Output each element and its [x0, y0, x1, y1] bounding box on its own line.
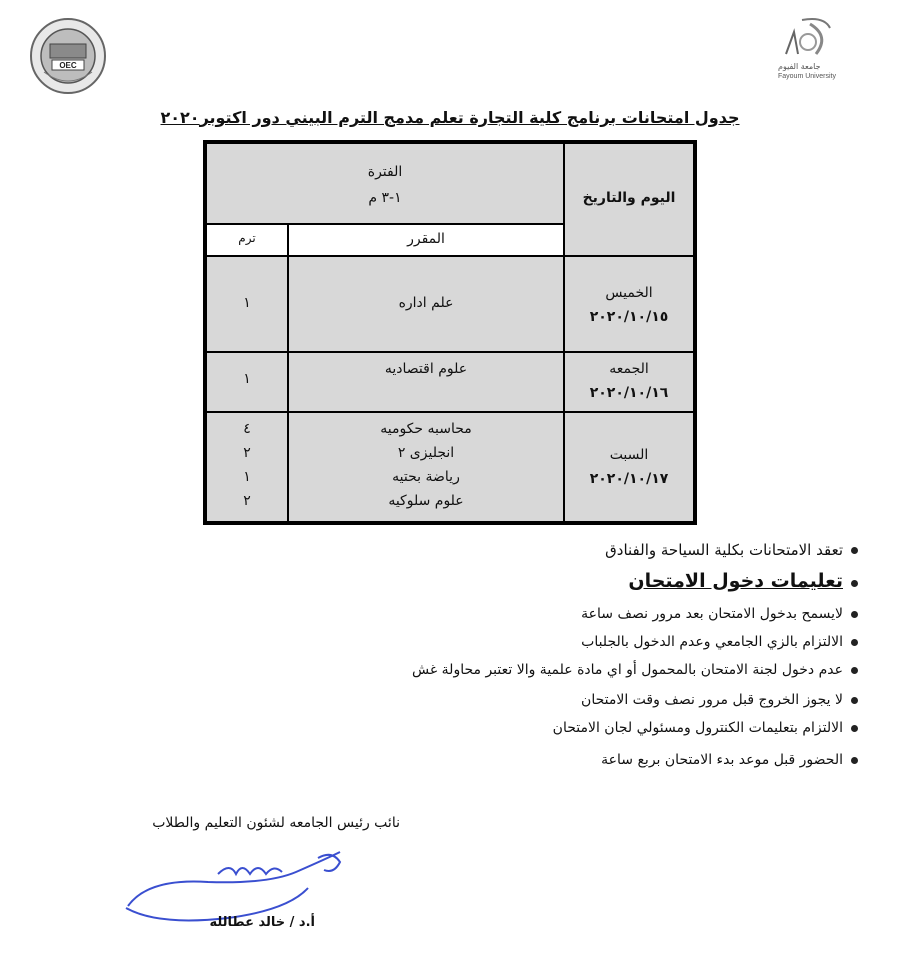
fayoum-university-logo: [768, 14, 858, 88]
row3-date: ٢٠٢٠/١٠/١٧: [589, 471, 669, 487]
row2-course: علوم اقتصاديه: [384, 361, 468, 377]
row2-term-cell: [206, 352, 288, 412]
exam-schedule-table: [203, 140, 697, 525]
header-term-cell: [206, 224, 288, 256]
row2-course-cell: [288, 352, 564, 412]
row1-day: الخميس: [605, 285, 653, 301]
svg-text:OEC: OEC: [59, 61, 77, 70]
instruction-text: الالتزام بالزي الجامعي وعدم الدخول بالجلباب: [581, 634, 843, 650]
bullet-icon: [851, 725, 858, 732]
header-period: الفترة: [367, 164, 403, 180]
instruction-item: [581, 634, 858, 650]
row1-course-cell: [288, 256, 564, 352]
bullet-icon: [851, 697, 858, 704]
instructions-heading-line: [628, 570, 858, 592]
bullet-icon: [851, 580, 858, 587]
bullet-icon: [851, 639, 858, 646]
row3-course-4: علوم سلوكيه: [388, 493, 464, 509]
bullet-icon: [851, 547, 858, 554]
bullet-icon: [851, 757, 858, 764]
signer-name: أ.د / خالد عطالله: [209, 915, 315, 930]
row1-date: ٢٠٢٠/١٠/١٥: [589, 309, 669, 325]
row3-day: السبت: [609, 447, 649, 463]
instruction-text: الالتزام بتعليمات الكنترول ومسئولي لجان الامتحان: [552, 720, 843, 736]
instruction-text: الحضور قبل موعد بدء الامتحان بربع ساعة: [601, 752, 843, 768]
row3-term-cell: [206, 412, 288, 522]
header-day-date-cell: [564, 143, 694, 256]
header-period-cell: [206, 143, 564, 224]
row1-course: علم اداره: [398, 295, 454, 311]
row2-date: ٢٠٢٠/١٠/١٦: [589, 385, 669, 401]
row2-day-cell: [564, 352, 694, 412]
signatory-title: نائب رئيس الجامعه لشئون التعليم والطلاب: [152, 815, 400, 831]
venue-note-text: تعقد الامتحانات بكلية السياحة والفنادق: [605, 541, 843, 559]
row3-course-1: محاسبه حكوميه: [380, 421, 472, 437]
instruction-text: لا يجوز الخروج قبل مرور نصف وقت الامتحان: [581, 692, 843, 708]
row3-course-3: رياضة بحتيه: [392, 469, 460, 485]
instruction-item: [581, 692, 858, 708]
header-course-cell: [288, 224, 564, 256]
instruction-text: عدم دخول لجنة الامتحان بالمحمول أو اي مادة علمية والا تعتبر محاولة غش: [412, 662, 843, 678]
row1-day-cell: [564, 256, 694, 352]
header-term: ترم: [238, 231, 256, 245]
instruction-item: [412, 662, 858, 678]
university-arabic-name: جامعة الفيوم: [778, 62, 821, 71]
header-time: ١-٣ م: [368, 190, 402, 206]
header-course: المقرر: [407, 231, 445, 247]
header-day-date: اليوم والتاريخ: [582, 190, 676, 206]
instruction-item: [581, 606, 858, 622]
row3-day-cell: [564, 412, 694, 522]
instruction-text: لايسمح بدخول الامتحان بعد مرور نصف ساعة: [581, 606, 843, 622]
row1-term-cell: [206, 256, 288, 352]
instruction-item: [601, 752, 858, 768]
open-education-center-logo: [28, 16, 108, 96]
row2-day: الجمعه: [609, 361, 649, 377]
row3-term-4: ٢: [243, 493, 251, 509]
row3-course-cell: [288, 412, 564, 522]
document-title: جدول امتحانات برنامج كلية التجارة تعلم مدمج الترم البيني دور اكتوبر٢٠٢٠: [160, 108, 740, 127]
bullet-icon: [851, 667, 858, 674]
row1-term: ١: [243, 295, 251, 311]
row3-course-2: انجليزى ٢: [397, 445, 455, 461]
row3-term-2: ٢: [243, 445, 251, 461]
row3-term-1: ٤: [243, 421, 251, 437]
row3-term-3: ١: [243, 469, 251, 485]
instruction-item: [553, 720, 858, 736]
row2-term: ١: [243, 371, 251, 387]
bullet-icon: [851, 611, 858, 618]
instructions-heading: تعليمات دخول الامتحان: [628, 570, 843, 592]
venue-note: [605, 541, 858, 559]
university-english-name: Fayoum University: [778, 73, 836, 80]
